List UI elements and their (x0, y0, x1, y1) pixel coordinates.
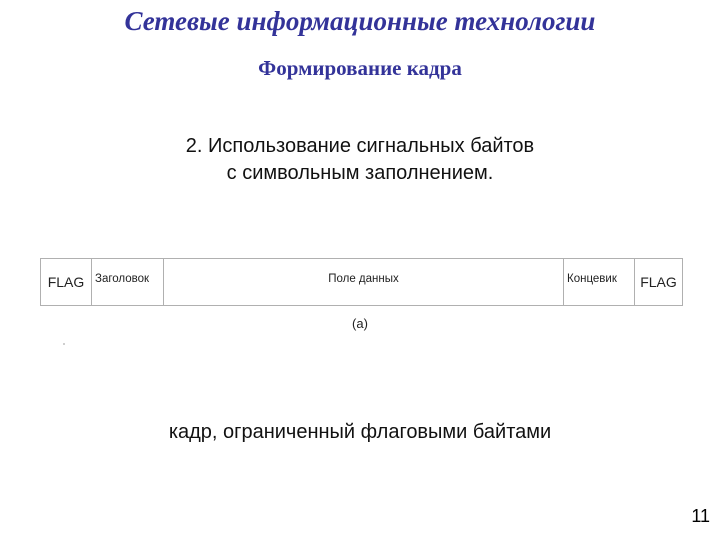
frame-field-data: Поле данных (163, 259, 563, 305)
slide-subtitle: Формирование кадра (258, 56, 462, 80)
bullet-line-1: 2. Использование сигнальных байтов (185, 135, 535, 157)
bullet-line-2: с символьным заполнением. (226, 162, 494, 184)
figure-label: (а) (352, 316, 368, 331)
stray-dot (63, 343, 65, 345)
frame-caption: кадр, ограниченный флаговыми байтами (168, 421, 552, 443)
slide-title: Сетевые информационные технологии (124, 6, 596, 36)
frame-field-trailer: Концевик (563, 259, 634, 305)
bullet-point (100, 133, 620, 187)
frame-field-flag-start: FLAG (40, 259, 91, 305)
frame-diagram (40, 258, 683, 306)
page-number: 11 (691, 506, 710, 526)
frame-field-header: Заголовок (91, 259, 163, 305)
frame-field-flag-end: FLAG (634, 259, 683, 305)
